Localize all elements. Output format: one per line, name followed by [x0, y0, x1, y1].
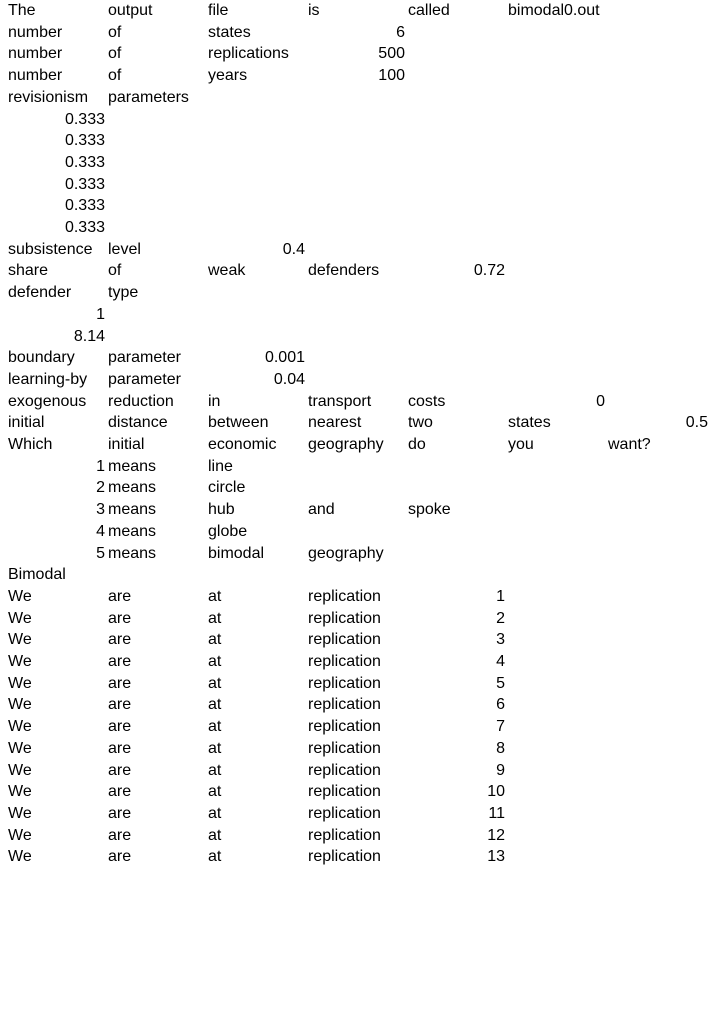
log-cell: replication — [308, 826, 381, 844]
log-cell: level — [108, 240, 141, 258]
replication-progress-line — [0, 825, 715, 846]
log-cell: We — [8, 631, 32, 649]
selected-geography-line — [0, 564, 715, 585]
states-line — [0, 22, 715, 43]
log-cell: at — [208, 674, 222, 692]
boundary-value: 0.001 — [264, 349, 305, 367]
replication-number: 3 — [496, 631, 505, 649]
log-cell: replication — [308, 587, 381, 605]
replication-progress-line — [0, 716, 715, 737]
log-cell: two — [408, 414, 433, 432]
replications-value: 500 — [378, 45, 405, 63]
log-cell: geography — [308, 436, 384, 453]
transport-value: 0 — [596, 392, 605, 410]
log-cell: hub — [208, 501, 235, 519]
log-cell: are — [108, 761, 132, 779]
replication-number: 9 — [496, 761, 505, 779]
log-cell: are — [108, 718, 132, 736]
log-cell: replication — [308, 653, 381, 670]
log-cell: output — [108, 2, 153, 19]
log-cell: We — [8, 696, 32, 714]
log-cell: are — [108, 804, 132, 822]
revisionism-value: 0.333 — [64, 175, 105, 193]
log-cell: economic — [208, 436, 277, 453]
log-cell: number — [8, 67, 63, 85]
log-cell: are — [108, 826, 132, 844]
transport-line — [0, 391, 715, 412]
log-cell: at — [208, 761, 222, 779]
log-cell: of — [108, 67, 122, 85]
option-number: 4 — [96, 522, 105, 540]
replication-progress-line — [0, 629, 715, 650]
revisionism-value-row — [0, 195, 715, 216]
log-cell: Which — [8, 436, 53, 453]
log-cell: at — [208, 631, 222, 649]
geography-option — [0, 477, 715, 498]
log-cell: We — [8, 609, 32, 627]
replication-number: 2 — [496, 609, 505, 627]
log-cell: means — [108, 479, 157, 497]
log-cell: replication — [308, 739, 381, 757]
revisionism-label: revisionism — [8, 88, 89, 106]
revisionism-value-row — [0, 174, 715, 195]
log-cell: means — [108, 544, 157, 562]
log-cell: bimodal0.out — [508, 2, 600, 19]
log-cell: means — [108, 457, 157, 475]
replication-progress-line — [0, 738, 715, 759]
distance-line — [0, 412, 715, 433]
defender-type-value-row — [0, 326, 715, 347]
years-value: 100 — [378, 67, 405, 85]
revisionism-line — [0, 87, 715, 108]
log-cell: replication — [308, 848, 381, 866]
log-cell: share — [8, 262, 49, 280]
log-cell: states — [508, 414, 551, 432]
log-cell: replication — [308, 804, 381, 822]
option-number: 1 — [96, 457, 105, 475]
log-cell: at — [208, 783, 222, 801]
replication-progress-line — [0, 760, 715, 781]
log-cell: are — [108, 587, 132, 605]
log-cell: means — [108, 501, 157, 519]
log-cell: We — [8, 587, 32, 605]
replication-number: 10 — [487, 783, 505, 801]
subsistence-value: 0.4 — [282, 240, 305, 258]
weak-defenders-value: 0.72 — [473, 262, 505, 280]
learning-line — [0, 369, 715, 390]
log-cell: nearest — [308, 414, 362, 432]
log-cell: spoke — [408, 501, 451, 519]
log-cell: parameter — [108, 349, 181, 367]
revisionism-value-row — [0, 109, 715, 130]
log-cell: subsistence — [8, 240, 93, 258]
log-cell: is — [308, 2, 320, 19]
log-cell: of — [108, 45, 122, 63]
geography-option — [0, 499, 715, 520]
revisionism-value: 0.333 — [64, 110, 105, 128]
selected-geography: Bimodal — [8, 566, 66, 584]
log-cell: initial — [8, 414, 45, 432]
revisionism-value-row — [0, 217, 715, 238]
log-cell: costs — [408, 392, 446, 410]
replication-number: 4 — [496, 653, 505, 670]
log-cell: file — [208, 2, 229, 19]
log-cell: are — [108, 696, 132, 714]
log-cell: at — [208, 826, 222, 844]
log-cell: learning-by — [8, 370, 88, 388]
log-cell: at — [208, 739, 222, 757]
replication-progress-line — [0, 673, 715, 694]
defender-type-value: 1 — [96, 305, 105, 323]
log-cell: type — [108, 284, 139, 302]
replication-number: 1 — [496, 587, 505, 605]
replications-line — [0, 43, 715, 64]
log-cell: We — [8, 674, 32, 692]
log-cell: are — [108, 631, 132, 649]
revisionism-value: 0.333 — [64, 197, 105, 215]
learning-value: 0.04 — [273, 370, 305, 388]
revisionism-value: 0.333 — [64, 132, 105, 150]
log-cell: are — [108, 674, 132, 692]
geography-option — [0, 456, 715, 477]
log-cell: between — [208, 414, 269, 432]
log-cell: The — [8, 2, 36, 19]
option-number: 2 — [96, 479, 105, 497]
replication-number: 7 — [496, 718, 505, 736]
log-cell: We — [8, 761, 32, 779]
log-cell: and — [308, 501, 335, 519]
log-cell: boundary — [8, 349, 75, 367]
log-cell: called — [408, 2, 450, 19]
log-cell: globe — [208, 522, 248, 540]
log-cell: defenders — [308, 262, 380, 280]
distance-value: 0.5 — [685, 414, 708, 432]
log-cell: We — [8, 804, 32, 822]
defender-type-value: 8.14 — [73, 327, 105, 345]
replication-number: 12 — [487, 826, 505, 844]
log-cell: reduction — [108, 392, 174, 410]
log-cell: want? — [608, 436, 651, 453]
replication-progress-line — [0, 608, 715, 629]
revisionism-value-row — [0, 152, 715, 173]
log-cell: We — [8, 739, 32, 757]
log-cell: number — [8, 23, 63, 41]
log-cell: you — [508, 436, 534, 453]
log-cell: are — [108, 653, 132, 670]
replication-number: 13 — [487, 848, 505, 866]
replication-progress-line — [0, 694, 715, 715]
replication-progress-line — [0, 846, 715, 867]
log-cell: line — [208, 457, 233, 475]
log-cell: weak — [208, 262, 246, 280]
log-cell: replications — [208, 45, 289, 63]
option-number: 5 — [96, 544, 105, 562]
log-cell: replication — [308, 718, 381, 736]
log-cell: are — [108, 783, 132, 801]
log-cell: bimodal — [208, 544, 265, 562]
log-cell: We — [8, 848, 32, 866]
parameters-label: parameters — [108, 88, 189, 106]
log-cell: defender — [8, 284, 72, 302]
geography-option — [0, 543, 715, 564]
log-cell: at — [208, 587, 222, 605]
log-cell: distance — [108, 414, 168, 432]
replication-number: 6 — [496, 696, 505, 714]
output-file-line — [0, 0, 715, 21]
subsistence-line — [0, 239, 715, 260]
log-cell: geography — [308, 544, 384, 562]
log-cell: are — [108, 848, 132, 866]
boundary-line — [0, 347, 715, 368]
revisionism-value: 0.333 — [64, 153, 105, 171]
revisionism-value-row — [0, 130, 715, 151]
log-cell: We — [8, 653, 32, 670]
replication-progress-line — [0, 803, 715, 824]
replication-progress-line — [0, 781, 715, 802]
weak-defenders-line — [0, 260, 715, 281]
log-cell: at — [208, 609, 222, 627]
log-cell: of — [108, 23, 122, 41]
log-cell: initial — [108, 436, 145, 453]
log-cell: circle — [208, 479, 246, 497]
log-cell: parameter — [108, 370, 181, 388]
log-cell: at — [208, 718, 222, 736]
replication-progress-line — [0, 586, 715, 607]
log-cell: do — [408, 436, 426, 453]
revisionism-value: 0.333 — [64, 219, 105, 236]
log-cell: in — [208, 392, 221, 410]
replication-number: 8 — [496, 739, 505, 757]
log-cell: years — [208, 67, 248, 85]
log-cell: at — [208, 804, 222, 822]
replication-progress-line — [0, 651, 715, 672]
log-cell: replication — [308, 609, 381, 627]
log-cell: replication — [308, 761, 381, 779]
log-cell: We — [8, 783, 32, 801]
log-cell: transport — [308, 392, 372, 410]
log-cell: at — [208, 653, 222, 670]
replication-number: 5 — [496, 674, 505, 692]
log-cell: replication — [308, 631, 381, 649]
log-cell: of — [108, 262, 122, 280]
defender-type-value-row — [0, 304, 715, 325]
states-value: 6 — [396, 23, 405, 41]
log-cell: are — [108, 739, 132, 757]
log-cell: replication — [308, 674, 381, 692]
option-number: 3 — [96, 501, 105, 519]
log-cell: exogenous — [8, 392, 87, 410]
log-cell: at — [208, 848, 222, 866]
replication-number: 11 — [488, 804, 505, 822]
log-cell: replication — [308, 783, 381, 801]
geography-question-line — [0, 434, 715, 455]
years-line — [0, 65, 715, 86]
log-cell: states — [208, 23, 251, 41]
log-cell: number — [8, 45, 63, 63]
log-cell: We — [8, 718, 32, 736]
log-cell: are — [108, 609, 132, 627]
log-cell: at — [208, 696, 222, 714]
log-cell: means — [108, 522, 157, 540]
defender-type-line — [0, 282, 715, 303]
log-cell: We — [8, 826, 32, 844]
geography-option — [0, 521, 715, 542]
log-cell: replication — [308, 696, 381, 714]
